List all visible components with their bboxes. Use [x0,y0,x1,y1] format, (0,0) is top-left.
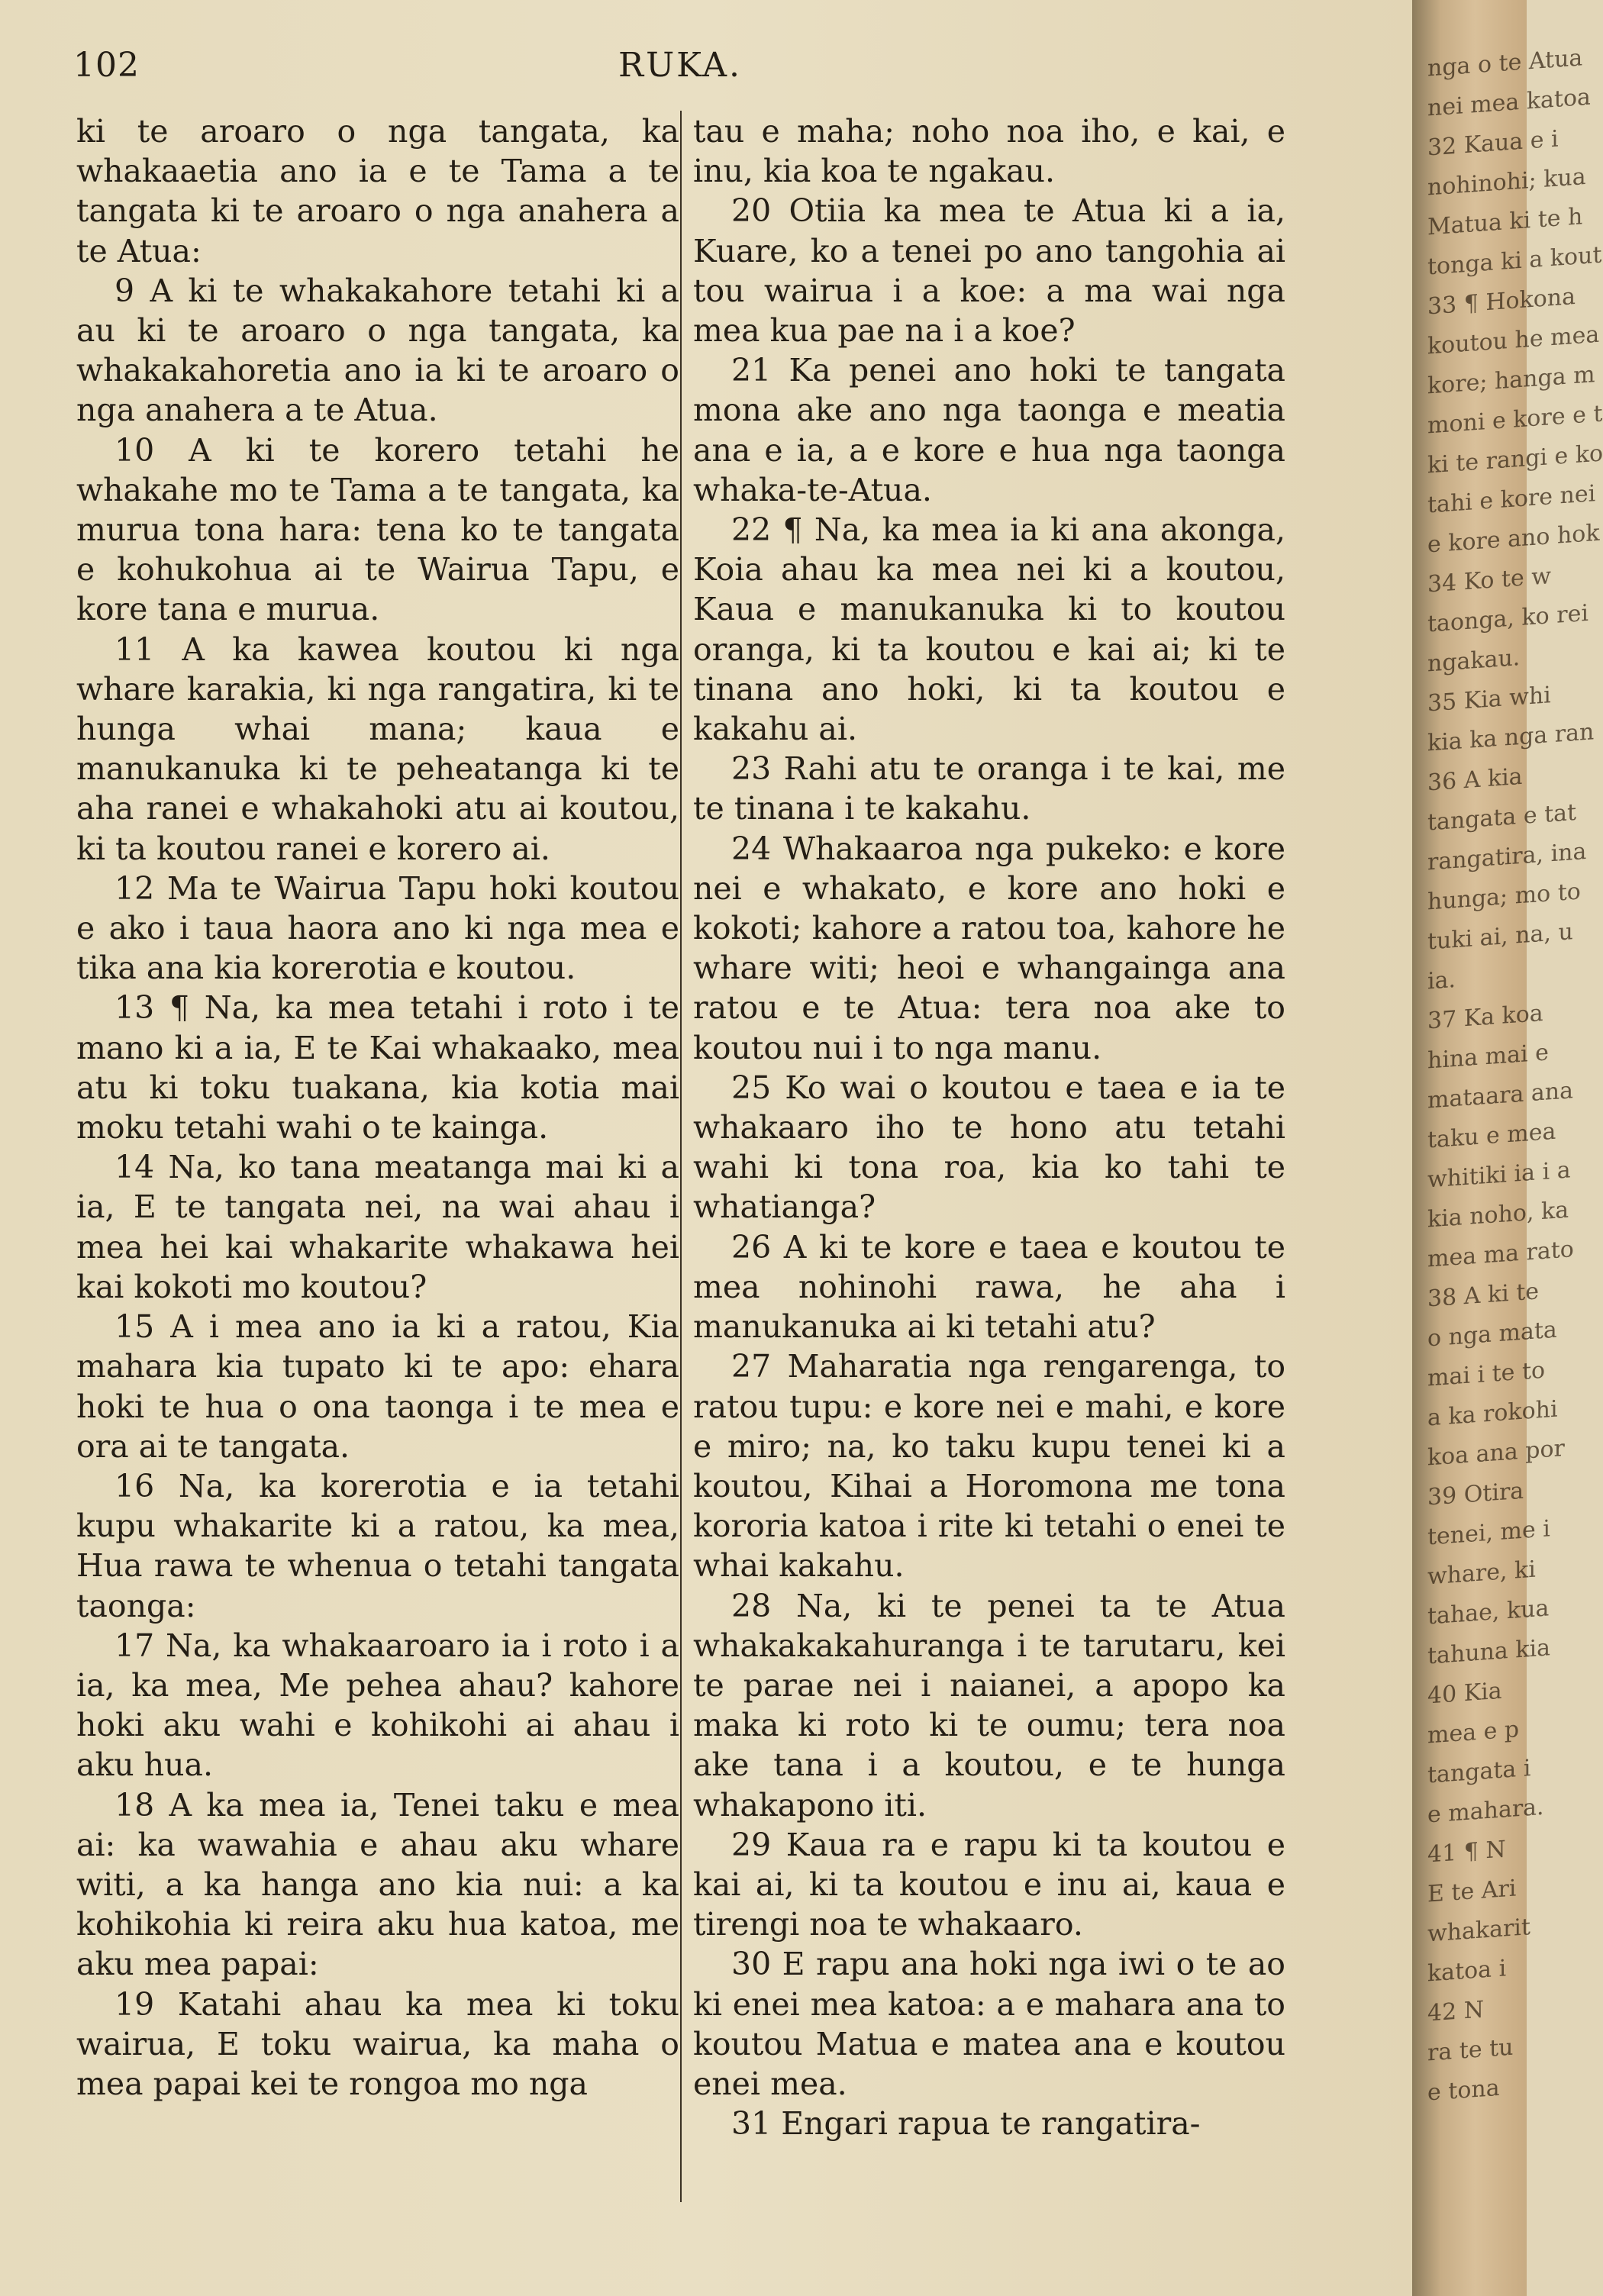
verse-paragraph: 17 Na, ka whakaaroaro ia i roto i a ia, ka mea, Me pehea ahau? kahore hoki aku wahi e kohikohi ai ahau i aku hua. [76,1627,679,1784]
facing-page-fragment: 36 A kia [1427,763,1523,797]
facing-page-fragment: nohinohi; kua [1427,163,1586,202]
column-divider [680,111,682,2202]
verse-paragraph: 25 Ko wai o koutou e taea e ia te whakaaro iho te hono atu tetahi wahi ki tona roa, kia ko tahi te whatianga? [693,1069,1285,1226]
facing-page-fragment: ia. [1427,966,1456,995]
facing-page-fragment: 42 N [1427,1996,1484,2027]
facing-page-fragment: katoa i [1427,1955,1507,1988]
verse-paragraph: 12 Ma te Wairua Tapu hoki koutou e ako i taua haora ano ki nga mea e tika ana kia korerotia e koutou. [76,869,679,987]
facing-page-fragment: taonga, ko rei [1427,599,1588,638]
facing-page-fragment: tahuna kia [1427,1634,1550,1670]
facing-page-fragment: 38 A ki te [1427,1278,1540,1313]
verse-paragraph: 23 Rahi atu te oranga i te kai, me te tinana i te kakahu. [693,750,1285,827]
facing-page-fragment: Matua ki te h [1427,203,1583,241]
facing-page-fragment: 32 Kaua e i [1427,125,1559,162]
facing-page-fragment: koutou he mea [1427,321,1600,360]
facing-page-fragment: whare, ki [1427,1556,1536,1591]
verse-paragraph: 18 A ka mea ia, Tenei taku e mea ai: ka wawahia e ahau aku whare witi, a ka hanga ano kia nui: a ka kohikohia ki reira aku hua katoa, me aku mea papai: [76,1786,679,1983]
facing-page-fragment: tangata i [1427,1755,1531,1789]
facing-page-fragment: 33 ¶ Hokona [1427,282,1576,321]
facing-page-fragment: mai i te to [1427,1356,1546,1392]
verse-paragraph: 28 Na, ki te penei ta te Atua whakakakahuranga i te tarutaru, kei te parae nei i naianei, a apopo ka maka ki roto ki te oumu; tera noa ake tana i a koutou, e te hunga whakapono iti. [693,1587,1285,1824]
facing-page-fragment: 37 Ka koa [1427,999,1543,1035]
facing-page-fragment: kia noho, ka [1427,1196,1569,1233]
facing-page-fragment: o nga mata [1427,1316,1557,1353]
verse-paragraph: 9 A ki te whakakahore tetahi ki a au ki te aroaro o nga tangata, ka whakakahoretia ano ia ki te aroaro o nga anahera a te Atua. [76,272,679,429]
verse-paragraph: 27 Maharatia nga rengarenga, to ratou tupu: e kore nei e mahi, e kore e miro; na, ko taku kupu tenei ki a koutou, Kihai a Horomona me tona kororia katoa i rite ki tetahi o enei te whai kakahu. [693,1348,1285,1585]
facing-page-fragment: tonga ki a kout [1427,241,1602,281]
facing-page-fragment: e kore ano hok [1427,519,1600,559]
facing-page-fragment: 35 Kia whi [1427,682,1551,718]
facing-page-fragment: E te Ari [1427,1875,1517,1908]
facing-page-fragment: ngakau. [1427,644,1521,678]
facing-page-fragment: kore; hanga m [1427,361,1595,400]
facing-page-fragment: tangata e tat [1427,798,1577,837]
facing-page-fragment: whakarit [1427,1914,1530,1948]
verse-paragraph: 31 Engari rapua te rangatira- [731,2105,1201,2143]
continued-paragraph: tau e maha; noho noa iho, e kai, e inu, kia koa te ngakau. [693,113,1285,190]
facing-page-fragment: rangatira, ina [1427,837,1587,876]
facing-page-fragment: tenei, me i [1427,1515,1550,1551]
verse-paragraph: 21 Ka penei ano hoki te tangata mona ake ano nga taonga e meatia ana e ia, a e kore e hua nga taonga whaka-te-Atua. [693,352,1285,508]
continued-paragraph: ki te aroaro o nga tangata, ka whakaaetia ano ia e te Tama a te tangata ki te aroaro o nga anahera a te Atua: [76,113,679,269]
verse-paragraph: 13 ¶ Na, ka mea tetahi i roto i te mano ki a ia, E te Kai whakaako, mea atu ki toku tuakana, kia kotia mai moku tetahi wahi o te kainga. [76,989,679,1146]
facing-page-edge [1412,0,1603,2296]
facing-page-fragment: koa ana por [1427,1434,1565,1472]
verse-paragraph: 16 Na, ka korerotia e ia tetahi kupu whakarite ki a ratou, ka mea, Hua rawa te whenua o tetahi tangata taonga: [76,1467,679,1624]
facing-page-fragment: hina mai e [1427,1039,1549,1075]
page-number: 102 [73,46,140,85]
left-column [76,111,679,2104]
page-header [73,46,1287,99]
facing-page-fragment: mea ma rato [1427,1236,1574,1273]
facing-page-fragment: nga o te Atua [1427,44,1583,82]
facing-page-fragment: 40 Kia [1427,1677,1502,1710]
facing-page-fragment: tahi e kore nei [1427,480,1596,519]
verse-paragraph: 29 Kaua ra e rapu ki ta koutou e kai ai, ki ta koutou e inu ai, kaua e tirengi noa te whakaaro. [693,1826,1285,1943]
facing-page-text [1427,42,1603,2113]
facing-page-fragment: hunga; mo to [1427,878,1581,916]
facing-page-fragment: ra te tu [1427,2033,1514,2067]
facing-page-fragment: a ka rokohi [1427,1395,1558,1432]
verse-paragraph: 26 A ki te kore e taea e koutou te mea nohinohi rawa, he aha i manukanuka ai ki tetahi atu? [693,1228,1285,1346]
facing-page-fragment: 34 Ko te w [1427,563,1551,598]
verse-paragraph: 20 Otiia ka mea te Atua ki a ia, Kuare, ko a tenei po ano tangohia ai tou wairua i a koe: a ma wai nga mea kua pae na i a koe? [693,192,1285,350]
facing-page-fragment: kia ka nga ran [1427,718,1595,757]
facing-page-fragment: mea e p [1427,1716,1520,1749]
facing-page-fragment: e mahara. [1427,1793,1544,1829]
facing-page-fragment: nei mea katoa [1427,83,1591,122]
facing-page-fragment: taku e mea [1427,1117,1556,1154]
verse-paragraph: 14 Na, ko tana meatanga mai ki a ia, E te tangata nei, na wai ahau i mea hei kai whakarite whakawa hei kai kokoti mo koutou? [76,1149,679,1305]
facing-page-fragment: 39 Otira [1427,1477,1524,1511]
facing-page-fragment: whitiki ia i a [1427,1156,1571,1194]
verse-paragraph: 15 A i mea ano ia ki a ratou, Kia mahara kia tupato ki te apo: ehara hoki te hua o ona taonga i te mea e ora ai te tangata. [76,1308,679,1465]
verse-paragraph: 24 Whakaaroa nga pukeko: e kore nei e whakato, e kore ano hoki e kokoti; kahore a ratou toa, kahore he whare witi; heoi e whangainga ana ratou e te Atua: tera noa ake to koutou nui i to nga manu. [693,830,1285,1066]
facing-page-fragment: tuki ai, na, u [1427,918,1573,956]
verse-paragraph: 10 A ki te korero tetahi he whakahe mo te Tama a te tangata, ka murua tona hara: tena ko te tangata e kohukohua ai te Wairua Tapu, e kore tana e murua. [76,431,679,628]
facing-page-fragment: ki te rangi e ko [1427,440,1603,479]
running-title: RUKA. [618,46,743,85]
verse-paragraph: 19 Katahi ahau ka mea ki toku wairua, E toku wairua, ka maha o mea papai kei te rongoa mo nga [76,1985,679,2102]
verse-paragraph: 22 ¶ Na, ka mea ia ki ana akonga, Koia ahau ka mea nei ki a koutou, Kaua e manukanuka ki to koutou oranga, ki ta koutou e kai ai; ki te tinana ano hoki, ki ta koutou e kakahu ai. [693,511,1285,748]
facing-page-fragment: 41 ¶ N [1427,1836,1506,1869]
facing-page-fragment: moni e kore e t [1427,400,1603,440]
right-column [693,111,1285,2143]
verse-paragraph: 11 A ka kawea koutou ki nga whare karakia, ki nga rangatira, ki te hunga whai mana; kaua e manukanuka ki te peheatanga ki te aha ranei e whakahoki atu ai koutou, ki ta koutou ranei e korero ai. [76,630,679,867]
facing-page-fragment: e tona [1427,2074,1500,2107]
verse-paragraph: 30 E rapu ana hoki nga iwi o te ao ki enei mea katoa: a e mahara ana to koutou Matua e matea ana e koutou enei mea. [693,1946,1285,2102]
facing-page-fragment: mataara ana [1427,1077,1574,1114]
facing-page-fragment: tahae, kua [1427,1595,1550,1630]
